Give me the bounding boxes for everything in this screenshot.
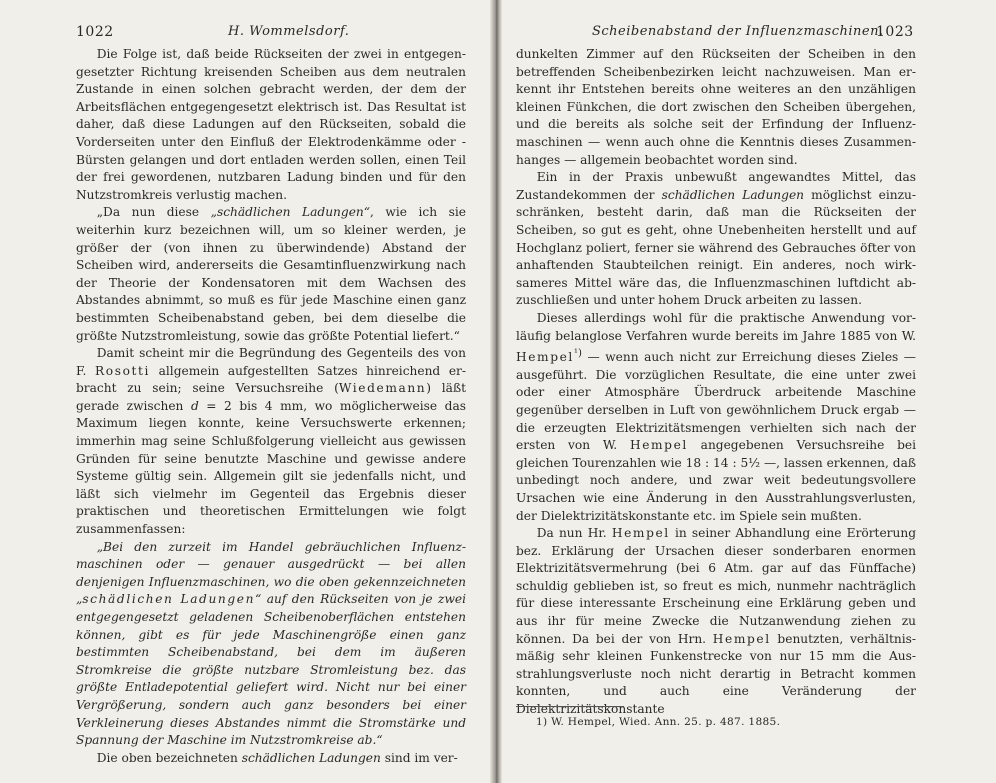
footnote: 1) W. Hempel, Wied. Ann. 25. p. 487. 1885. [536,716,781,728]
author-name: Wiedemann [338,381,427,396]
text-run: allgemein aufgestellten Satzes hinreichend erbracht zu sein; seine Versuchsreihe ( [76,363,466,396]
text-run: , wie ich sie weiterhin kurz bezeichnen will, um so kleiner werden, je größer der (von ihnen zu überwindende) Abstand der Scheiben wird, andererseits die Gesamtinfluenzwirkung nach der Theorie der Kondensatoren mit dem Wachsen des Abstandes abnimmt, so muß es für jede Maschine einen ganz bestimmten Scheibenabstand geben, bei dem dieselbe die größte Nutzstromleistung, sowie das größte Potential liefert.“ [76,205,466,343]
left-body-text [76,46,466,767]
text-run: Die oben bezeichneten [96,750,242,765]
math-variable: d [190,398,199,413]
left-paragraph-3 [76,345,466,539]
emphasis: „schädlichen Ladungen“ [210,205,370,220]
text-run: angegebenen Versuchsreihe bei gleichen Tourenzahlen wie 18 : 14 : 5½ —, lassen erkennen, daß unbedingt noch andere, und zwar weit bedeutungsvollere Ursachen wie eine Änderung in den Ausstrahlungsverlusten, der Dielektrizitätskonstante etc. im Spiele sein mußten. [516,438,916,523]
text-run: = 2 bis 4 mm, wo möglicherweise das Maximum liegen konnte, keine Versuchswerte erkennen; immerhin mag seine Schlußfolgerung vielleicht aus gewissen Gründen für seine benutzte Maschine und gewisse andere Systeme gültig sein. Allgemein gilt sie jedenfalls nicht, und läßt sich vielmehr im Gegenteil das Ergebnis dieser praktischen und theoretischen Ermittelungen wie folgt zusammenfassen: [76,398,466,537]
text-run: sind im ver- [380,750,458,765]
left-paragraph-5 [76,750,466,768]
right-paragraph-2 [516,169,916,310]
author-name: Rosotti [95,363,151,378]
emphasis: schädlichen Ladungen [241,750,381,765]
footnote-marker: ¹) [573,348,582,360]
left-running-head: H. Wommelsdorf. [228,24,350,39]
left-paragraph-1: Die Folge ist, daß beide Rückseiten der zwei in entgegengesetzter Richtung kreisenden Scheiben aus dem neutralen Zustande in einen solchen gebracht werden, der dem der Arbeitsflächen entgegengesetzt elektrisch ist. Das Resultat ist daher, daß diese Ladungen auf den Rückseiten, sobald die Vorderseiten unter den Einfluß der Elektrodenkämme oder -Bürsten gelangen und dort entladen werden sollen, einen Teil der frei gewordenen, nutzbaren Ladung binden und für den Nutzstromkreis verlustig machen. [76,47,466,202]
footnote-rule [516,706,624,707]
emphasis: schädlichen Ladungen [661,187,805,202]
right-body-text [516,46,916,719]
text-run: “ auf den Rückseiten von je zwei entgegengesetzt geladenen Scheibenoberflächen entstehen können, gibt es für jede Maschinengröße einen ganz bestimmten Scheibenabstand, bei dem im äußeren Stromkreise die größte nutzbare Stromleistung bez. das größte Entladepotential geliefert wird. Nicht nur bei einer Vergrößerung, sondern auch ganz besonders bei einer Verkleinerung dieses Abstandes nimmt die Stromstärke und Spannung der Maschine im Nutzstromkreise ab.“ [76,592,466,748]
author-name: Hempel [712,631,771,646]
text-run: Da nun Hr. [536,526,612,541]
right-paragraph-3 [516,310,916,525]
text-run: — wenn auch nicht zur Erreichung dieses Zieles — ausgeführt. Die vorzüglichen Resultate, die eine unter zwei oder einer Atmosphäre Überdruck arbeitende Maschine gegenüber derselben in Luft von gewöhnlichem Druck ergab — die erzeugten Elektrizitätsmengen verhielten sich nach der ersten von W. [516,350,916,453]
text-run: möglichst einzuschränken, besteht darin, daß man die Rückseiten der Scheiben, so gut es geht, ohne Unebenheiten herstellt und auf Hochglanz poliert, ferner sie während des Gebrauches öfter von anhaftenden Staubteilchen reinigt. Ein anderes, noch wirksameres Mittel wäre das, die Influenzmaschinen luftdicht abzuschließen und unter hohem Druck arbeiten zu lassen. [516,187,916,308]
left-page [0,0,493,783]
right-running-head: Scheibenabstand der Influenzmaschinen. [592,24,884,39]
right-page [500,0,996,783]
left-quotation [76,539,466,750]
text-run: Damit scheint mir die Begründung des Gegenteils des von F. [76,346,466,378]
right-paragraph-1: dunkelten Zimmer auf den Rückseiten der Scheiben in den betreffenden Scheibenbezirken leicht nachzuweisen. Man erkennt ihr Entstehen bereits ohne weiteres an den unzähligen kleinen Fünkchen, die dort zwischen den Scheiben übergehen, und die bereits als solche seit der Erfindung der Influenzmaschinen — wenn auch ohne die Kenntnis dieses Zusammenhanges — allgemein beobachtet worden sind. [516,47,916,167]
text-run: benutzten, verhältnismäßig sehr kleinen Funkenstrecke von nur 15 mm die Ausstrahlungsverluste noch nicht derartig in Betracht kommen konnten, und auch eine Veränderung der Dielektrizitätskonstante [516,631,916,717]
author-name: Hempel [516,350,574,365]
text-run: „Da nun diese [96,205,211,220]
text-run: Dieses allerdings wohl für die praktische Anwendung vorläufig belanglose Verfahren wurde bereits im Jahre 1885 von W. [516,310,916,343]
author-name: Hempel [629,438,688,453]
author-name: Hempel [611,526,670,541]
right-paragraph-4 [516,525,916,719]
text-run: „Bei den zurzeit im Handel gebräuchlichen Influenzmaschinen oder — genauer ausgedrückt — bei allen denjenigen Influenzmaschinen, wo die oben gekennzeichneten „ [76,539,466,607]
right-page-number: 1023 [876,24,914,40]
text-run: ) läßt gerade zwischen [76,381,466,413]
left-paragraph-2 [76,204,466,345]
emphasis: schädlichen Ladungen [82,592,256,607]
text-run: Ein in der Praxis unbewußt angewandtes Mittel, das Zustandekommen der [516,170,916,202]
left-page-number: 1022 [76,24,114,40]
text-run: in seiner Abhandlung eine Erörterung bez. Erklärung der Ursachen dieser sonderbaren enormen Elektrizitätsvermehrung (bei 6 Atm. gar auf das Fünffache) schuldig geblieben ist, so freut es mich, nunmehr nachträglich für diese interessante Erscheinung eine Erklärung geben und aus ihr für meine Zwecke die Nutzanwendung ziehen zu können. Da bei der von Hrn. [516,526,916,646]
